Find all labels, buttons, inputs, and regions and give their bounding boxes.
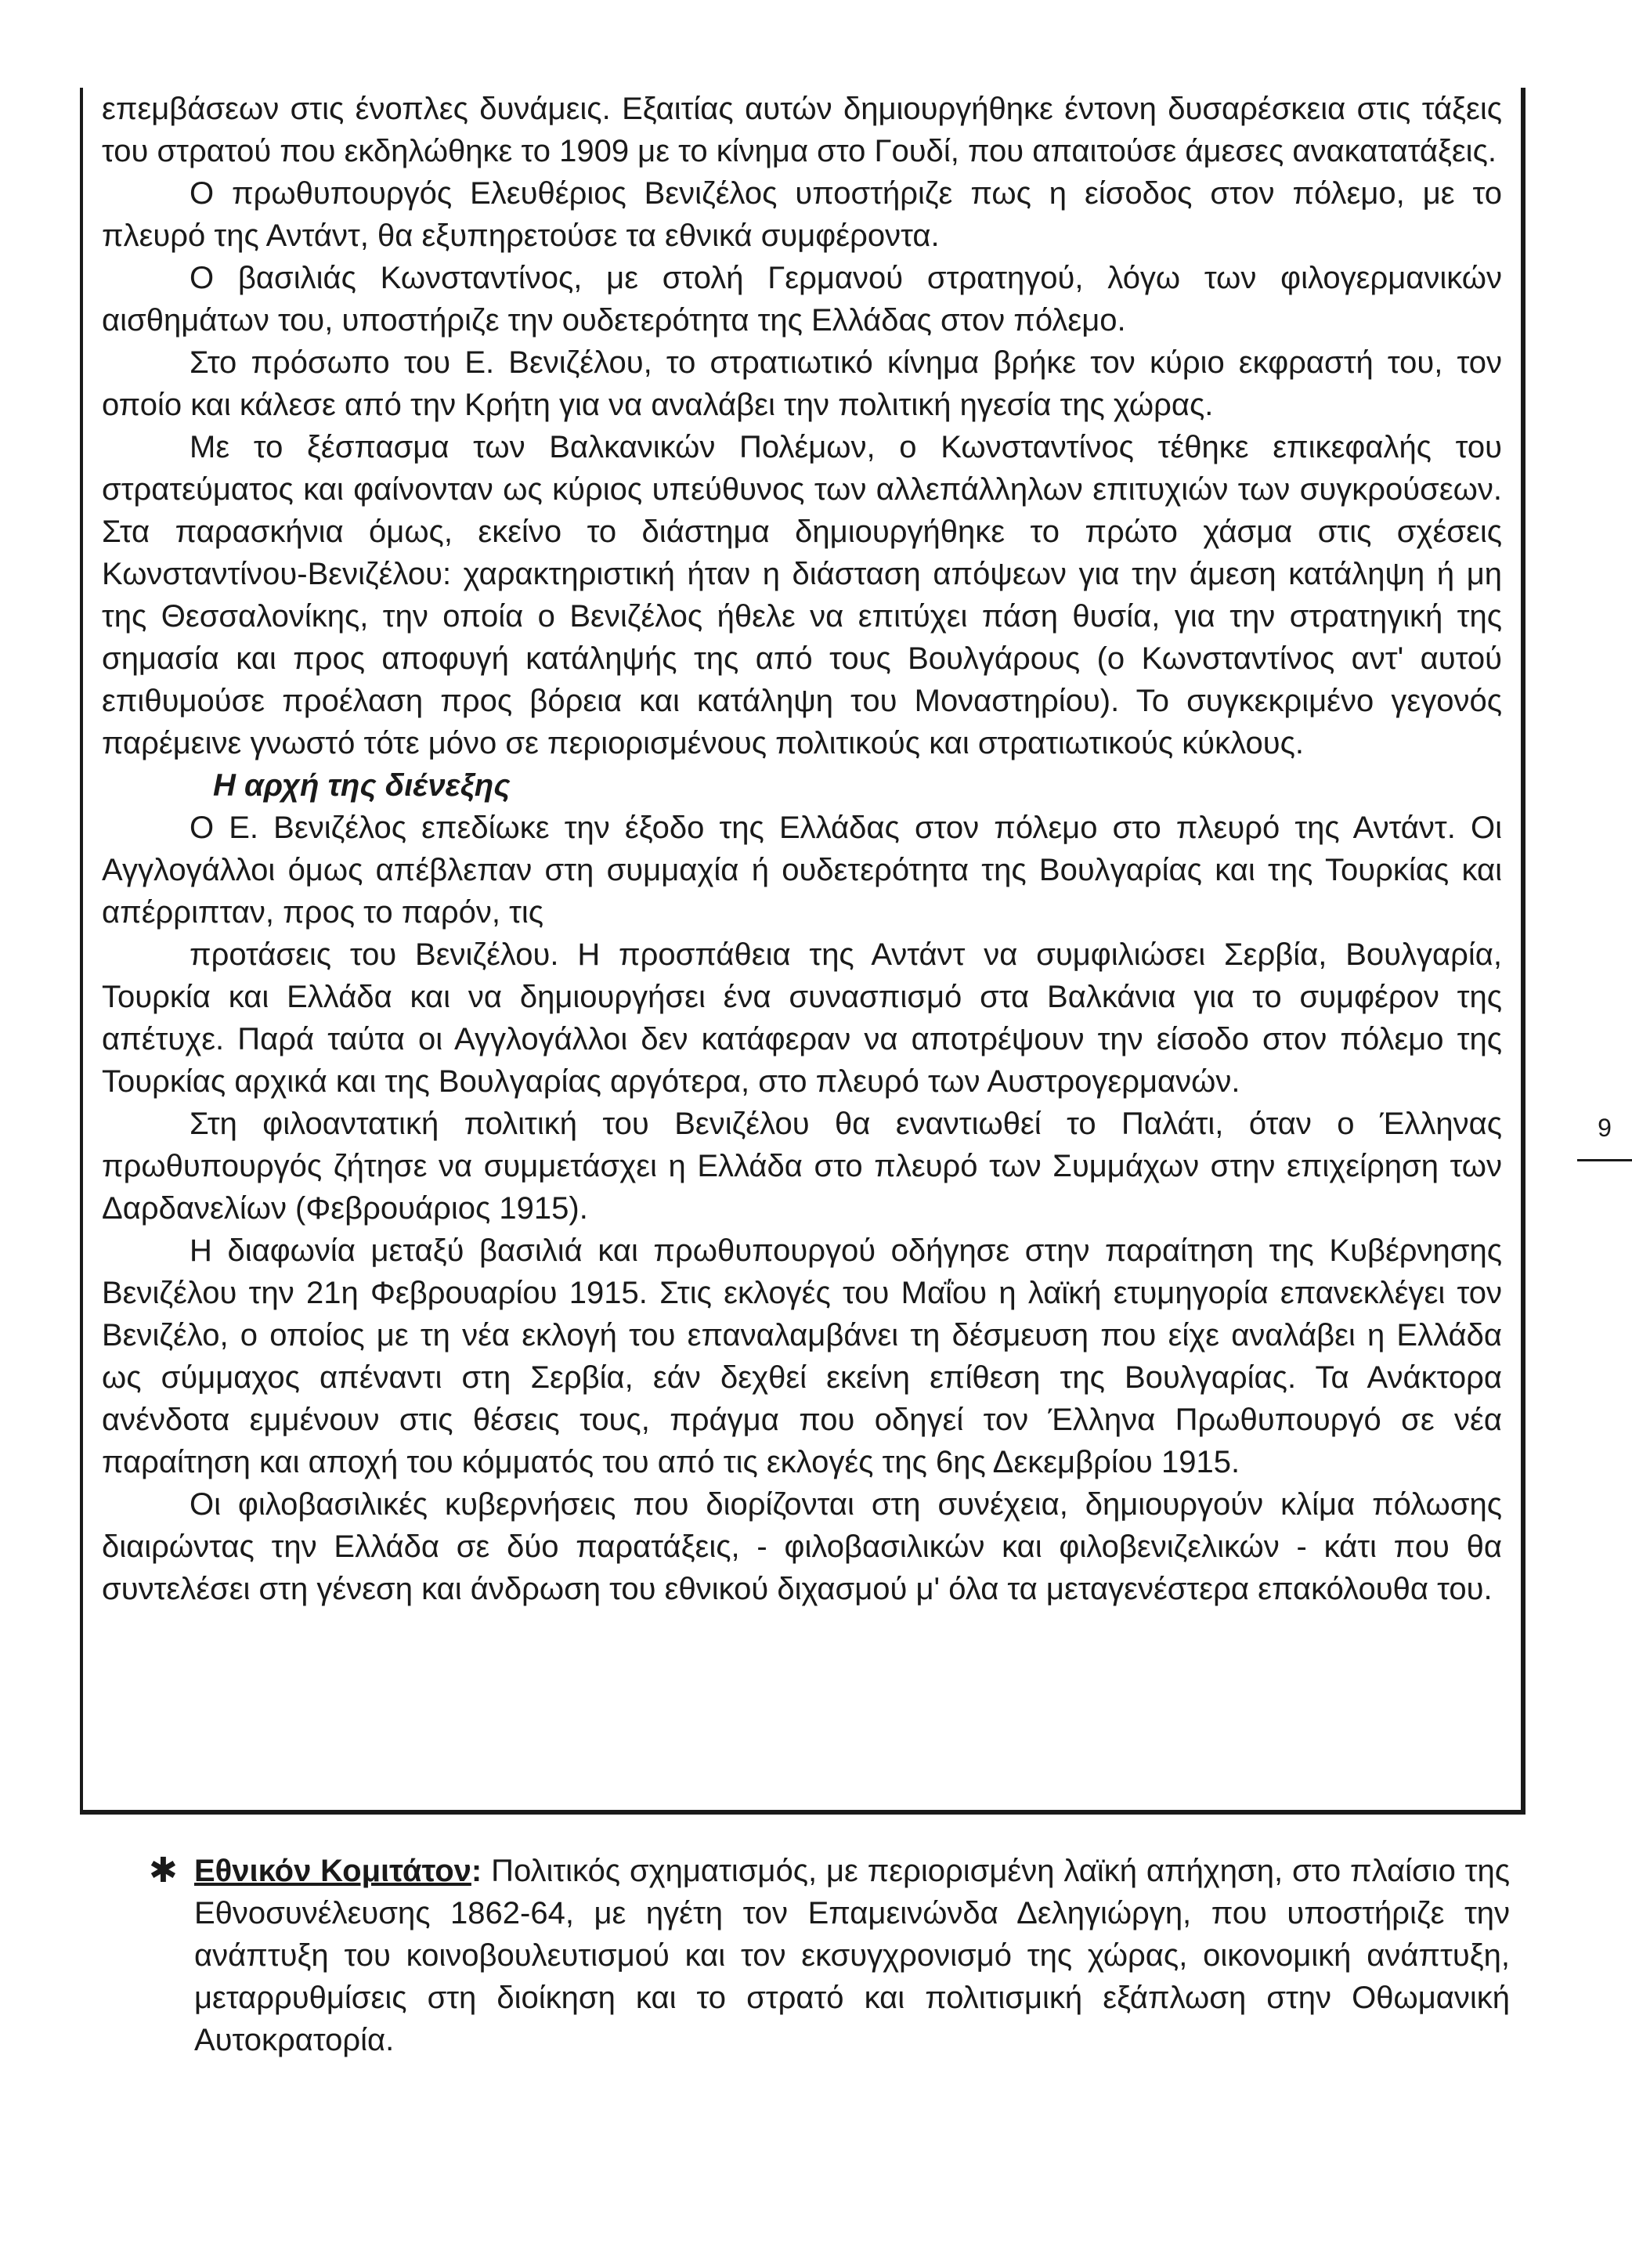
paragraph: Ο πρωθυπουργός Ελευθέριος Βενιζέλος υποστήριζε πως η είσοδος στον πόλεμο, με το πλευρό της Αντάντ, θα εξυπηρετούσε τα εθνικά συμφέροντα. (102, 176, 1502, 253)
asterisk-bullet-icon: ✱ (149, 1851, 178, 1890)
page-number: 9 (1598, 1114, 1612, 1142)
footnote-definition: Πολιτικός σχηματισμός, με περιορισμένη λαϊκή απήχηση, στο πλαίσιο της Εθνοσυνέλευσης 1862-64, με ηγέτη τον Επαμεινώνδα Δεληγιώργη, που υποστήριζε την ανάπτυξη του κοινοβουλευτισμού και τον εκσυγχρονισμό της χώρας, οικονομική ανάπτυξη, μεταρρυθμίσεις στη διοίκηση και το στρατό και πολιτισμική εξάπλωση στην Οθωμανική Αυτοκρατορία. (194, 1854, 1510, 2057)
paragraph-continuation: επεμβάσεων στις ένοπλες δυνάμεις. Εξαιτίας αυτών δημιουργήθηκε έντονη δυσαρέσκεια στις τάξεις του στρατού που εκδηλώθηκε το 1909 με το κίνημα στο Γουδί, που απαιτούσε άμεσες ανακατατάξεις. (102, 92, 1502, 168)
paragraph: Στη φιλοαντατική πολιτική του Βενιζέλου θα εναντιωθεί το Παλάτι, όταν ο Έλληνας πρωθυπουργός ζήτησε να συμμετάσχει η Ελλάδα στο πλευρό των Συμμάχων στην επιχείρηση των Δαρδανελίων (Φεβρουάριος 1915). (102, 1107, 1502, 1226)
paragraph: Ο βασιλιάς Κωνσταντίνος, με στολή Γερμανού στρατηγού, λόγω των φιλογερμανικών αισθημάτων του, υποστήριζε την ουδετερότητα της Ελλάδας στον πόλεμο. (102, 261, 1502, 338)
paragraph: Ο Ε. Βενιζέλος επεδίωκε την έξοδο της Ελλάδας στον πόλεμο στο πλευρό της Αντάντ. Οι Αγγλογάλλοι όμως απέβλεπαν στη συμμαχία ή ουδετερότητα της Βουλγαρίας και της Τουρκίας και απέρριπταν, προς το παρόν, τις (102, 811, 1502, 930)
paragraph: προτάσεις του Βενιζέλου. Η προσπάθεια της Αντάντ να συμφιλιώσει Σερβία, Βουλγαρία, Τουρκία και Ελλάδα και να δημιουργήσει ένα συνασπισμό στα Βαλκάνια για το συμφέρον της απέτυχε. Παρά ταύτα οι Αγγλογάλλοι δεν κατάφεραν να αποτρέψουν την είσοδο στον πόλεμο της Τουρκίας αρχικά και της Βουλγαρίας αργότερα, στο πλευρό των Αυστρογερμανών. (102, 937, 1502, 1099)
paragraph: Η διαφωνία μεταξύ βασιλιά και πρωθυπουργού οδήγησε στην παραίτηση της Κυβέρνησης Βενιζέλου την 21η Φεβρουαρίου 1915. Στις εκλογές του Μαΐου η λαϊκή ετυμηγορία επανεκλέγει τον Βενιζέλο, ο οποίος με τη νέα εκλογή του επαναλαμβάνει τη δέσμευση που είχε αναλάβει η Ελλάδα ως σύμμαχος απέναντι στη Σερβία, εάν δεχθεί εκείνη επίθεση της Βουλγαρίας. Τα Ανάκτορα ανένδοτα εμμένουν στις θέσεις τους, πράγμα που οδηγεί τον Έλληνα Πρωθυπουργό σε νέα παραίτηση και αποχή του κόμματός του από τις εκλογές της 6ης Δεκεμβρίου 1915. (102, 1233, 1502, 1479)
footnote-text (194, 1850, 1510, 2061)
footnote (149, 1850, 1510, 2061)
section-heading: Η αρχή της διένεξης (213, 768, 511, 803)
page-number-rule (1577, 1159, 1632, 1161)
paragraph: Οι φιλοβασιλικές κυβερνήσεις που διορίζονται στη συνέχεια, δημιουργούν κλίμα πόλωσης διαιρώντας την Ελλάδα σε δύο παρατάξεις, - φιλοβασιλικών και φιλοβενιζελικών - κάτι που θα συντελέσει στη γένεση και άνδρωση του εθνικού διχασμού μ' όλα τα μεταγενέστερα επακόλουθα του. (102, 1487, 1502, 1606)
main-text-box (80, 88, 1525, 1815)
footnote-term: Εθνικόν Κομιτάτον (194, 1854, 471, 1888)
footnote-colon: : (471, 1854, 482, 1888)
paragraph: Με το ξέσπασμα των Βαλκανικών Πολέμων, ο Κωνσταντίνος τέθηκε επικεφαλής του στρατεύματος και φαίνονταν ως κύριος υπεύθυνος των αλλεπάλληλων επιτυχιών των συγκρούσεων. Στα παρασκήνια όμως, εκείνο το διάστημα δημιουργήθηκε το πρώτο χάσμα στις σχέσεις Κωνσταντίνου-Βενιζέλου: χαρακτηριστική ήταν η διάσταση απόψεων για την άμεση κατάληψη ή μη της Θεσσαλονίκης, την οποία ο Βενιζέλος ήθελε να επιτύχει πάση θυσία, για την στρατηγική της σημασία και προς αποφυγή κατάληψής της από τους Βουλγάρους (ο Κωνσταντίνος αντ' αυτού επιθυμούσε προέλαση προς βόρεια και κατάληψη του Μοναστηρίου). Το συγκεκριμένο γεγονός παρέμεινε γνωστό τότε μόνο σε περιορισμένους πολιτικούς και στρατιωτικούς κύκλους. (102, 430, 1502, 760)
paragraph: Στο πρόσωπο του Ε. Βενιζέλου, το στρατιωτικό κίνημα βρήκε τον κύριο εκφραστή του, τον οποίο και κάλεσε από την Κρήτη για να αναλάβει την πολιτική ηγεσία της χώρας. (102, 345, 1502, 422)
